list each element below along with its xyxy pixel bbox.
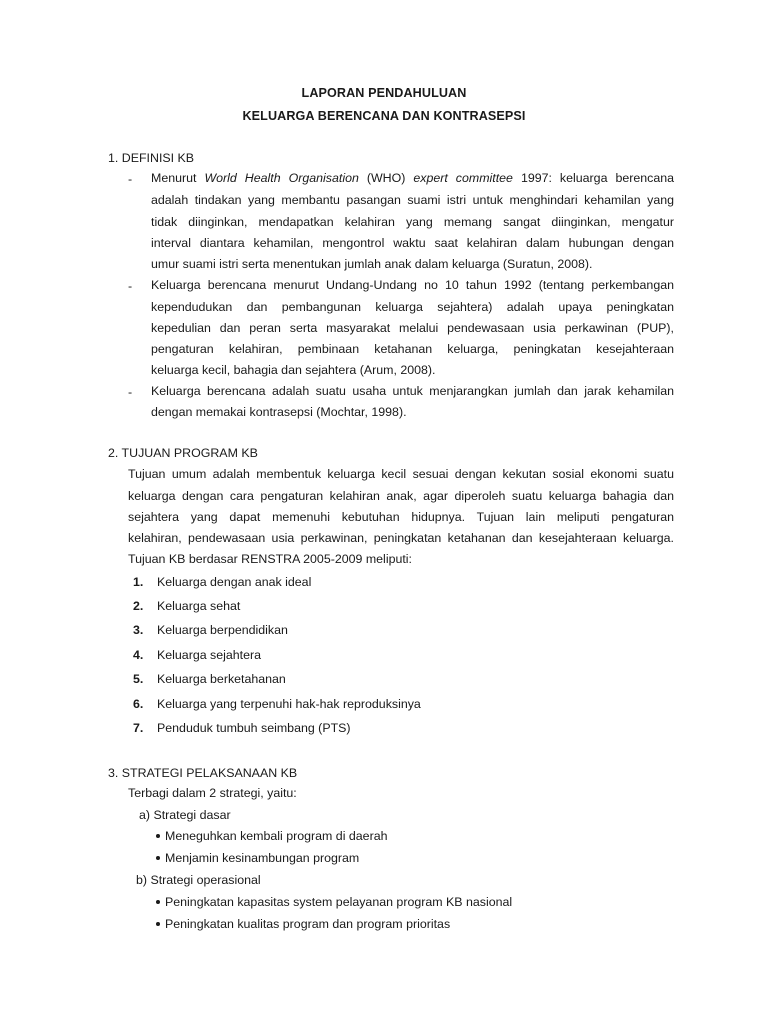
tujuan-line5: Tujuan KB berdasar RENSTRA 2005-2009 meliputi:: [128, 552, 412, 566]
dash-bullet: -: [128, 172, 133, 186]
strategi-intro: Terbagi dalam 2 strategi, yaitu:: [128, 786, 297, 800]
tujuan-line4: kelahiran, pendewasaan usia perkawinan, peningkatan ketahanan dan kesejahteraan keluarga.: [128, 531, 674, 545]
def2-line4: pengaturan kelahiran, pembinaan ketahanan keluarga, peningkatan kesejahteraan: [151, 342, 674, 356]
list-item: Menjamin kesinambungan program: [156, 848, 359, 868]
def2-line1: Keluarga berencana menurut Undang-Undang no 10 tahun 1992 (tentang perkembangan: [151, 278, 674, 292]
dash-bullet: -: [128, 279, 133, 293]
tujuan-line1: Tujuan umum adalah membentuk keluarga kecil sesuai dengan kekutan sosial ekonomi suatu: [128, 467, 674, 481]
list-item: Peningkatan kualitas program dan program prioritas: [156, 914, 450, 934]
section3-heading: 3. STRATEGI PELAKSANAAN KB: [108, 766, 298, 780]
list-item: Meneguhkan kembali program di daerah: [156, 826, 387, 846]
doc-title-line2: KELUARGA BERENCANA DAN KONTRASEPSI: [242, 109, 526, 123]
list-item: 1. Keluarga dengan anak ideal: [133, 575, 312, 589]
list-item: Peningkatan kapasitas system pelayanan program KB nasional: [156, 892, 512, 912]
def1-line5: umur suami istri serta menentukan jumlah anak dalam keluarga (Suratun, 2008).: [151, 257, 593, 271]
def2-line3: kepedulian dan peran serta masyarakat melalui pendewasaan usia perkawinan (PUP),: [151, 321, 674, 335]
dash-bullet: -: [128, 385, 133, 399]
doc-title-line1: LAPORAN PENDAHULUAN: [301, 86, 467, 100]
list-item: 7. Penduduk tumbuh seimbang (PTS): [133, 721, 351, 735]
tujuan-line2: keluarga dengan cara pengaturan kelahiran anak, agar diperoleh suatu keluarga bahagia dan: [128, 489, 674, 503]
bullet-dot-icon: [156, 856, 160, 860]
section1-heading: 1. DEFINISI KB: [108, 151, 195, 165]
tujuan-line3: sejahtera yang dapat memenuhi kebutuhan hidupnya. Tujuan lain meliputi pengaturan: [128, 510, 674, 524]
bullet-dot-icon: [156, 834, 160, 838]
def3-line1: Keluarga berencana adalah suatu usaha untuk menjarangkan jumlah dan jarak kehamilan: [151, 384, 674, 398]
def1-line1: Menurut World Health Organisation (WHO) expert committee 1997: keluarga berencana: [151, 171, 675, 185]
def2-line2: kependudukan dan pembangunan keluarga sejahtera) adalah upaya peningkatan: [151, 300, 674, 314]
strategi-dasar-label: a) Strategi dasar: [139, 808, 231, 822]
list-item: 6. Keluarga yang terpenuhi hak-hak reproduksinya: [133, 697, 421, 711]
def2-line5: keluarga kecil, bahagia dan sejahtera (Arum, 2008).: [151, 363, 436, 377]
def1-line2: adalah tindakan yang membantu pasangan suami istri untuk menghindari kehamilan yang: [151, 193, 674, 207]
list-item: 2. Keluarga sehat: [133, 599, 241, 613]
bullet-dot-icon: [156, 922, 160, 926]
section2-heading: 2. TUJUAN PROGRAM KB: [108, 446, 258, 460]
list-item: 4. Keluarga sejahtera: [133, 648, 262, 662]
strategi-operasional-label: b) Strategi operasional: [136, 873, 261, 887]
list-item: 5. Keluarga berketahanan: [133, 672, 286, 686]
list-item: 3. Keluarga berpendidikan: [133, 623, 288, 637]
bullet-dot-icon: [156, 900, 160, 904]
def1-line4: interval diantara kehamilan, mengontrol waktu saat kelahiran dalam hubungan dengan: [151, 236, 674, 250]
def3-line2: dengan memakai kontrasepsi (Mochtar, 1998).: [151, 405, 407, 419]
def1-line3: tidak diinginkan, mendapatkan kelahiran yang memang sangat diinginkan, mengatur: [151, 215, 674, 229]
